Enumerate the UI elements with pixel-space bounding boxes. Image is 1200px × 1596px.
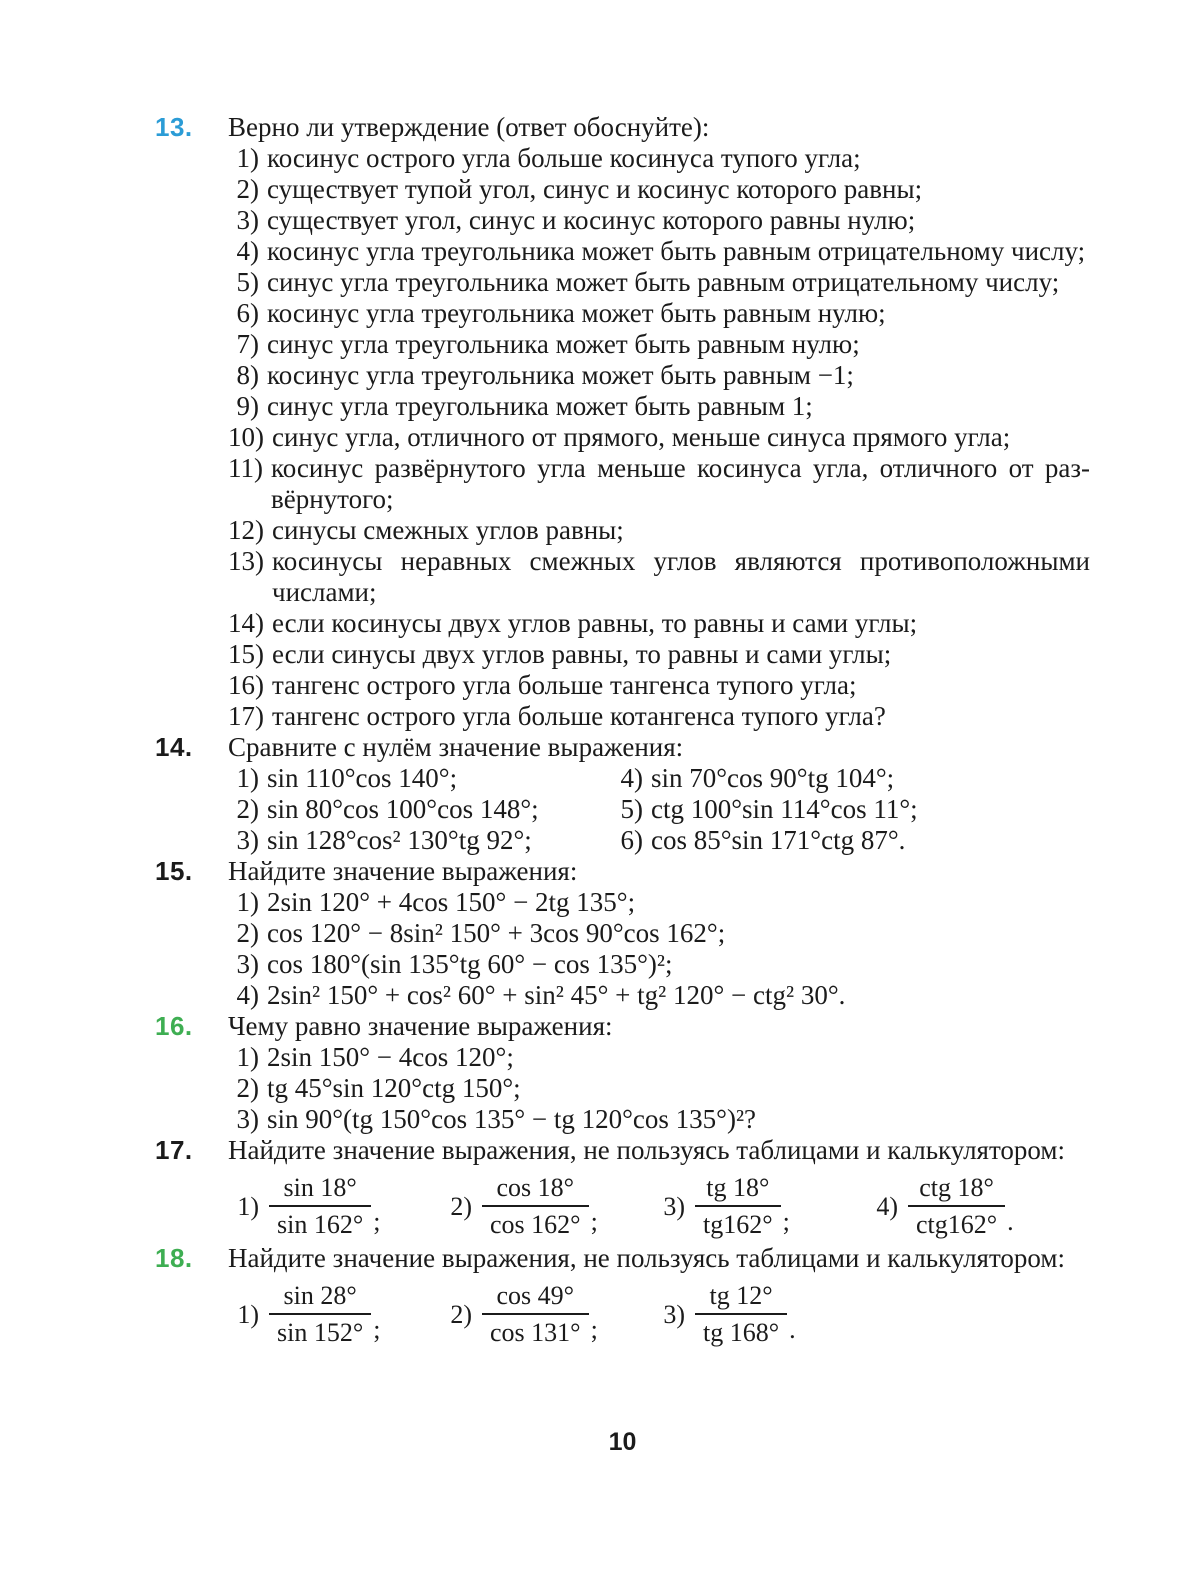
fraction bbox=[269, 1281, 371, 1347]
fraction-denominator: sin 162° bbox=[269, 1205, 371, 1239]
problem-item bbox=[228, 360, 1090, 391]
item-text: косинус развёрнутого угла меньше косинуса угла, отличного от развёрнутого; bbox=[271, 453, 1090, 514]
problem-item-list bbox=[612, 763, 1090, 856]
fraction-item bbox=[654, 1281, 867, 1347]
problem-item bbox=[228, 980, 1090, 1011]
item-number: 1) bbox=[237, 1299, 259, 1329]
fraction bbox=[695, 1281, 787, 1347]
item-number: 2) bbox=[236, 918, 259, 948]
problem-number: 16. bbox=[155, 1011, 193, 1041]
fraction bbox=[269, 1173, 371, 1239]
fraction bbox=[482, 1281, 589, 1347]
item-number: 3) bbox=[236, 825, 259, 855]
item-number: 3) bbox=[236, 1104, 259, 1134]
item-text: существует тупой угол, синус и косинус которого равны; bbox=[267, 174, 923, 204]
item-number: 2) bbox=[450, 1299, 472, 1329]
problem-number: 15. bbox=[155, 856, 193, 886]
fraction-punctuation: ; bbox=[373, 1314, 381, 1344]
problem-item bbox=[228, 1104, 1090, 1135]
fraction-item bbox=[441, 1281, 654, 1347]
problem-body bbox=[228, 732, 1090, 856]
problem-item bbox=[228, 763, 612, 794]
fraction-denominator: ctg162° bbox=[908, 1205, 1005, 1239]
item-text: тангенс острого угла больше котангенса тупого угла? bbox=[272, 701, 886, 731]
problem-item bbox=[228, 205, 1090, 236]
problem-number: 17. bbox=[155, 1135, 193, 1165]
fraction bbox=[482, 1173, 589, 1239]
problem-item-list bbox=[228, 887, 1090, 1011]
problem-18 bbox=[155, 1243, 1090, 1351]
item-text: 2sin² 150° + cos² 60° + sin² 45° + tg² 120° − ctg² 30°. bbox=[267, 980, 846, 1010]
problem-number: 14. bbox=[155, 732, 193, 762]
item-number: 4) bbox=[876, 1191, 898, 1221]
problem-body bbox=[228, 1011, 1090, 1135]
problem-item-list bbox=[228, 763, 612, 856]
page-number: 10 bbox=[608, 1428, 637, 1456]
fraction-numerator: tg 12° bbox=[709, 1281, 773, 1310]
problem-title: Найдите значение выражения, не пользуясь таблицами и калькулятором: bbox=[228, 1243, 1065, 1273]
item-number: 14) bbox=[228, 608, 264, 638]
item-text: cos 85°sin 171°ctg 87°. bbox=[651, 825, 906, 855]
item-number: 1) bbox=[237, 1191, 259, 1221]
problem-item bbox=[228, 825, 612, 856]
problem-item bbox=[612, 763, 1090, 794]
item-number: 15) bbox=[228, 639, 264, 669]
fraction-numerator: sin 18° bbox=[283, 1173, 357, 1202]
fraction-numerator: cos 18° bbox=[496, 1173, 575, 1202]
item-text: ctg 100°sin 114°cos 11°; bbox=[651, 794, 918, 824]
problem-body bbox=[228, 856, 1090, 1011]
item-text: тангенс острого угла больше тангенса тупого угла; bbox=[272, 670, 857, 700]
item-text: sin 128°cos² 130°tg 92°; bbox=[267, 825, 532, 855]
item-text: 2sin 120° + 4cos 150° − 2tg 135°; bbox=[267, 887, 636, 917]
item-number: 3) bbox=[236, 205, 259, 235]
fraction-denominator: tg162° bbox=[695, 1205, 781, 1239]
problem-item bbox=[228, 267, 1090, 298]
problem-item bbox=[228, 329, 1090, 360]
page-content bbox=[155, 112, 1090, 1351]
item-text: sin 90°(tg 150°cos 135° − tg 120°cos 135°)²? bbox=[267, 1104, 757, 1134]
fraction-numerator: tg 18° bbox=[706, 1173, 770, 1202]
fraction-denominator: sin 152° bbox=[269, 1313, 371, 1347]
item-number: 4) bbox=[236, 980, 259, 1010]
item-number: 3) bbox=[663, 1299, 685, 1329]
problem-13 bbox=[155, 112, 1090, 732]
fraction-numerator: cos 49° bbox=[496, 1281, 575, 1310]
problem-title: Сравните с нулём значение выражения: bbox=[228, 732, 684, 762]
problem-number: 18. bbox=[155, 1243, 193, 1273]
problem-15 bbox=[155, 856, 1090, 1011]
fraction-item bbox=[867, 1173, 1080, 1239]
fraction-denominator: cos 162° bbox=[482, 1205, 589, 1239]
item-text: sin 110°cos 140°; bbox=[267, 763, 458, 793]
item-text: синус угла треугольника может быть равным нулю; bbox=[267, 329, 860, 359]
problem-item bbox=[228, 546, 1090, 608]
problem-item bbox=[228, 1073, 1090, 1104]
problem-item bbox=[228, 453, 1090, 515]
fraction bbox=[908, 1173, 1005, 1239]
item-number: 4) bbox=[236, 236, 259, 266]
item-number: 2) bbox=[236, 1073, 259, 1103]
item-number: 1) bbox=[236, 763, 259, 793]
problem-number: 13. bbox=[155, 112, 193, 142]
problem-item bbox=[228, 918, 1090, 949]
item-text: синусы смежных углов равны; bbox=[272, 515, 624, 545]
item-number: 5) bbox=[236, 267, 259, 297]
fraction-item bbox=[228, 1173, 441, 1239]
problem-title: Верно ли утверждение (ответ обоснуйте): bbox=[228, 112, 710, 142]
fraction-punctuation: ; bbox=[590, 1314, 598, 1344]
item-text: косинус угла треугольника может быть равным отрицательному числу; bbox=[267, 236, 1086, 266]
item-number: 16) bbox=[228, 670, 264, 700]
problem-item bbox=[228, 143, 1090, 174]
item-number: 4) bbox=[620, 763, 643, 793]
item-text: cos 120° − 8sin² 150° + 3cos 90°cos 162°; bbox=[267, 918, 726, 948]
problem-item bbox=[228, 639, 1090, 670]
problem-title: Найдите значение выражения, не пользуясь таблицами и калькулятором: bbox=[228, 1135, 1065, 1165]
item-number: 8) bbox=[236, 360, 259, 390]
item-number: 7) bbox=[236, 329, 259, 359]
item-text: синус угла треугольника может быть равным отрицательному числу; bbox=[267, 267, 1060, 297]
problem-item bbox=[228, 887, 1090, 918]
problem-item bbox=[228, 298, 1090, 329]
fraction bbox=[695, 1173, 781, 1239]
fraction-numerator: ctg 18° bbox=[919, 1173, 994, 1202]
problem-title: Найдите значение выражения: bbox=[228, 856, 578, 886]
item-number: 12) bbox=[228, 515, 264, 545]
item-number: 3) bbox=[236, 949, 259, 979]
problem-item bbox=[228, 794, 612, 825]
fraction-punctuation: ; bbox=[590, 1206, 598, 1236]
fraction-item bbox=[228, 1281, 441, 1347]
item-text: sin 80°cos 100°cos 148°; bbox=[267, 794, 539, 824]
item-number: 9) bbox=[236, 391, 259, 421]
problem-item bbox=[228, 174, 1090, 205]
problem-item bbox=[612, 794, 1090, 825]
item-text: 2sin 150° − 4cos 120°; bbox=[267, 1042, 514, 1072]
item-text: cos 180°(sin 135°tg 60° − cos 135°)²; bbox=[267, 949, 673, 979]
problem-item bbox=[228, 236, 1090, 267]
problem-item bbox=[612, 825, 1090, 856]
fraction-punctuation: ; bbox=[373, 1206, 381, 1236]
problem-item-list bbox=[228, 143, 1090, 732]
item-text: если косинусы двух углов равны, то равны и сами углы; bbox=[272, 608, 918, 638]
problem-item-list bbox=[228, 1042, 1090, 1135]
item-text: синус угла, отличного от прямого, меньше синуса прямого угла; bbox=[272, 422, 1011, 452]
item-number: 1) bbox=[236, 143, 259, 173]
problem-14 bbox=[155, 732, 1090, 856]
problem-16 bbox=[155, 1011, 1090, 1135]
fraction-row bbox=[228, 1281, 1090, 1347]
item-number: 3) bbox=[663, 1191, 685, 1221]
item-number: 17) bbox=[228, 701, 264, 731]
item-number: 1) bbox=[236, 1042, 259, 1072]
problem-title: Чему равно значение выражения: bbox=[228, 1011, 613, 1041]
problem-item bbox=[228, 701, 1090, 732]
item-number: 13) bbox=[228, 546, 264, 576]
item-text: косинус угла треугольника может быть равным нулю; bbox=[267, 298, 886, 328]
item-text: существует угол, синус и косинус которого равны нулю; bbox=[267, 205, 916, 235]
problem-item bbox=[228, 422, 1090, 453]
problem-item bbox=[228, 949, 1090, 980]
problem-body bbox=[228, 112, 1090, 732]
item-number: 2) bbox=[236, 174, 259, 204]
item-number: 5) bbox=[620, 794, 643, 824]
fraction-punctuation: ; bbox=[782, 1206, 790, 1236]
item-number: 11) bbox=[228, 453, 263, 483]
fraction-punctuation: . bbox=[789, 1314, 796, 1344]
item-text: если синусы двух углов равны, то равны и сами углы; bbox=[272, 639, 892, 669]
item-text: синус угла треугольника может быть равным 1; bbox=[267, 391, 813, 421]
item-text: косинус острого угла больше косинуса тупого угла; bbox=[267, 143, 861, 173]
fraction-item bbox=[441, 1173, 654, 1239]
fraction-item bbox=[654, 1173, 867, 1239]
problem-item bbox=[228, 391, 1090, 422]
problem-item bbox=[228, 670, 1090, 701]
item-text: sin 70°cos 90°tg 104°; bbox=[651, 763, 895, 793]
fraction-row bbox=[228, 1173, 1090, 1239]
item-number: 6) bbox=[236, 298, 259, 328]
item-number: 6) bbox=[620, 825, 643, 855]
fraction-denominator: tg 168° bbox=[695, 1313, 787, 1347]
problem-item bbox=[228, 608, 1090, 639]
item-number: 1) bbox=[236, 887, 259, 917]
problem-body bbox=[228, 1135, 1090, 1243]
fraction-punctuation: . bbox=[1007, 1206, 1014, 1236]
item-text: косинусы неравных смежных углов являются противоположными числами; bbox=[272, 546, 1090, 607]
problem-item bbox=[228, 515, 1090, 546]
item-text: tg 45°sin 120°ctg 150°; bbox=[267, 1073, 521, 1103]
problem-17 bbox=[155, 1135, 1090, 1243]
fraction-denominator: cos 131° bbox=[482, 1313, 589, 1347]
problem-item bbox=[228, 1042, 1090, 1073]
problem-body bbox=[228, 1243, 1090, 1351]
fraction-numerator: sin 28° bbox=[283, 1281, 357, 1310]
two-column-items bbox=[228, 763, 1090, 856]
item-number: 10) bbox=[228, 422, 264, 452]
item-number: 2) bbox=[450, 1191, 472, 1221]
item-text: косинус угла треугольника может быть равным −1; bbox=[267, 360, 854, 390]
item-number: 2) bbox=[236, 794, 259, 824]
